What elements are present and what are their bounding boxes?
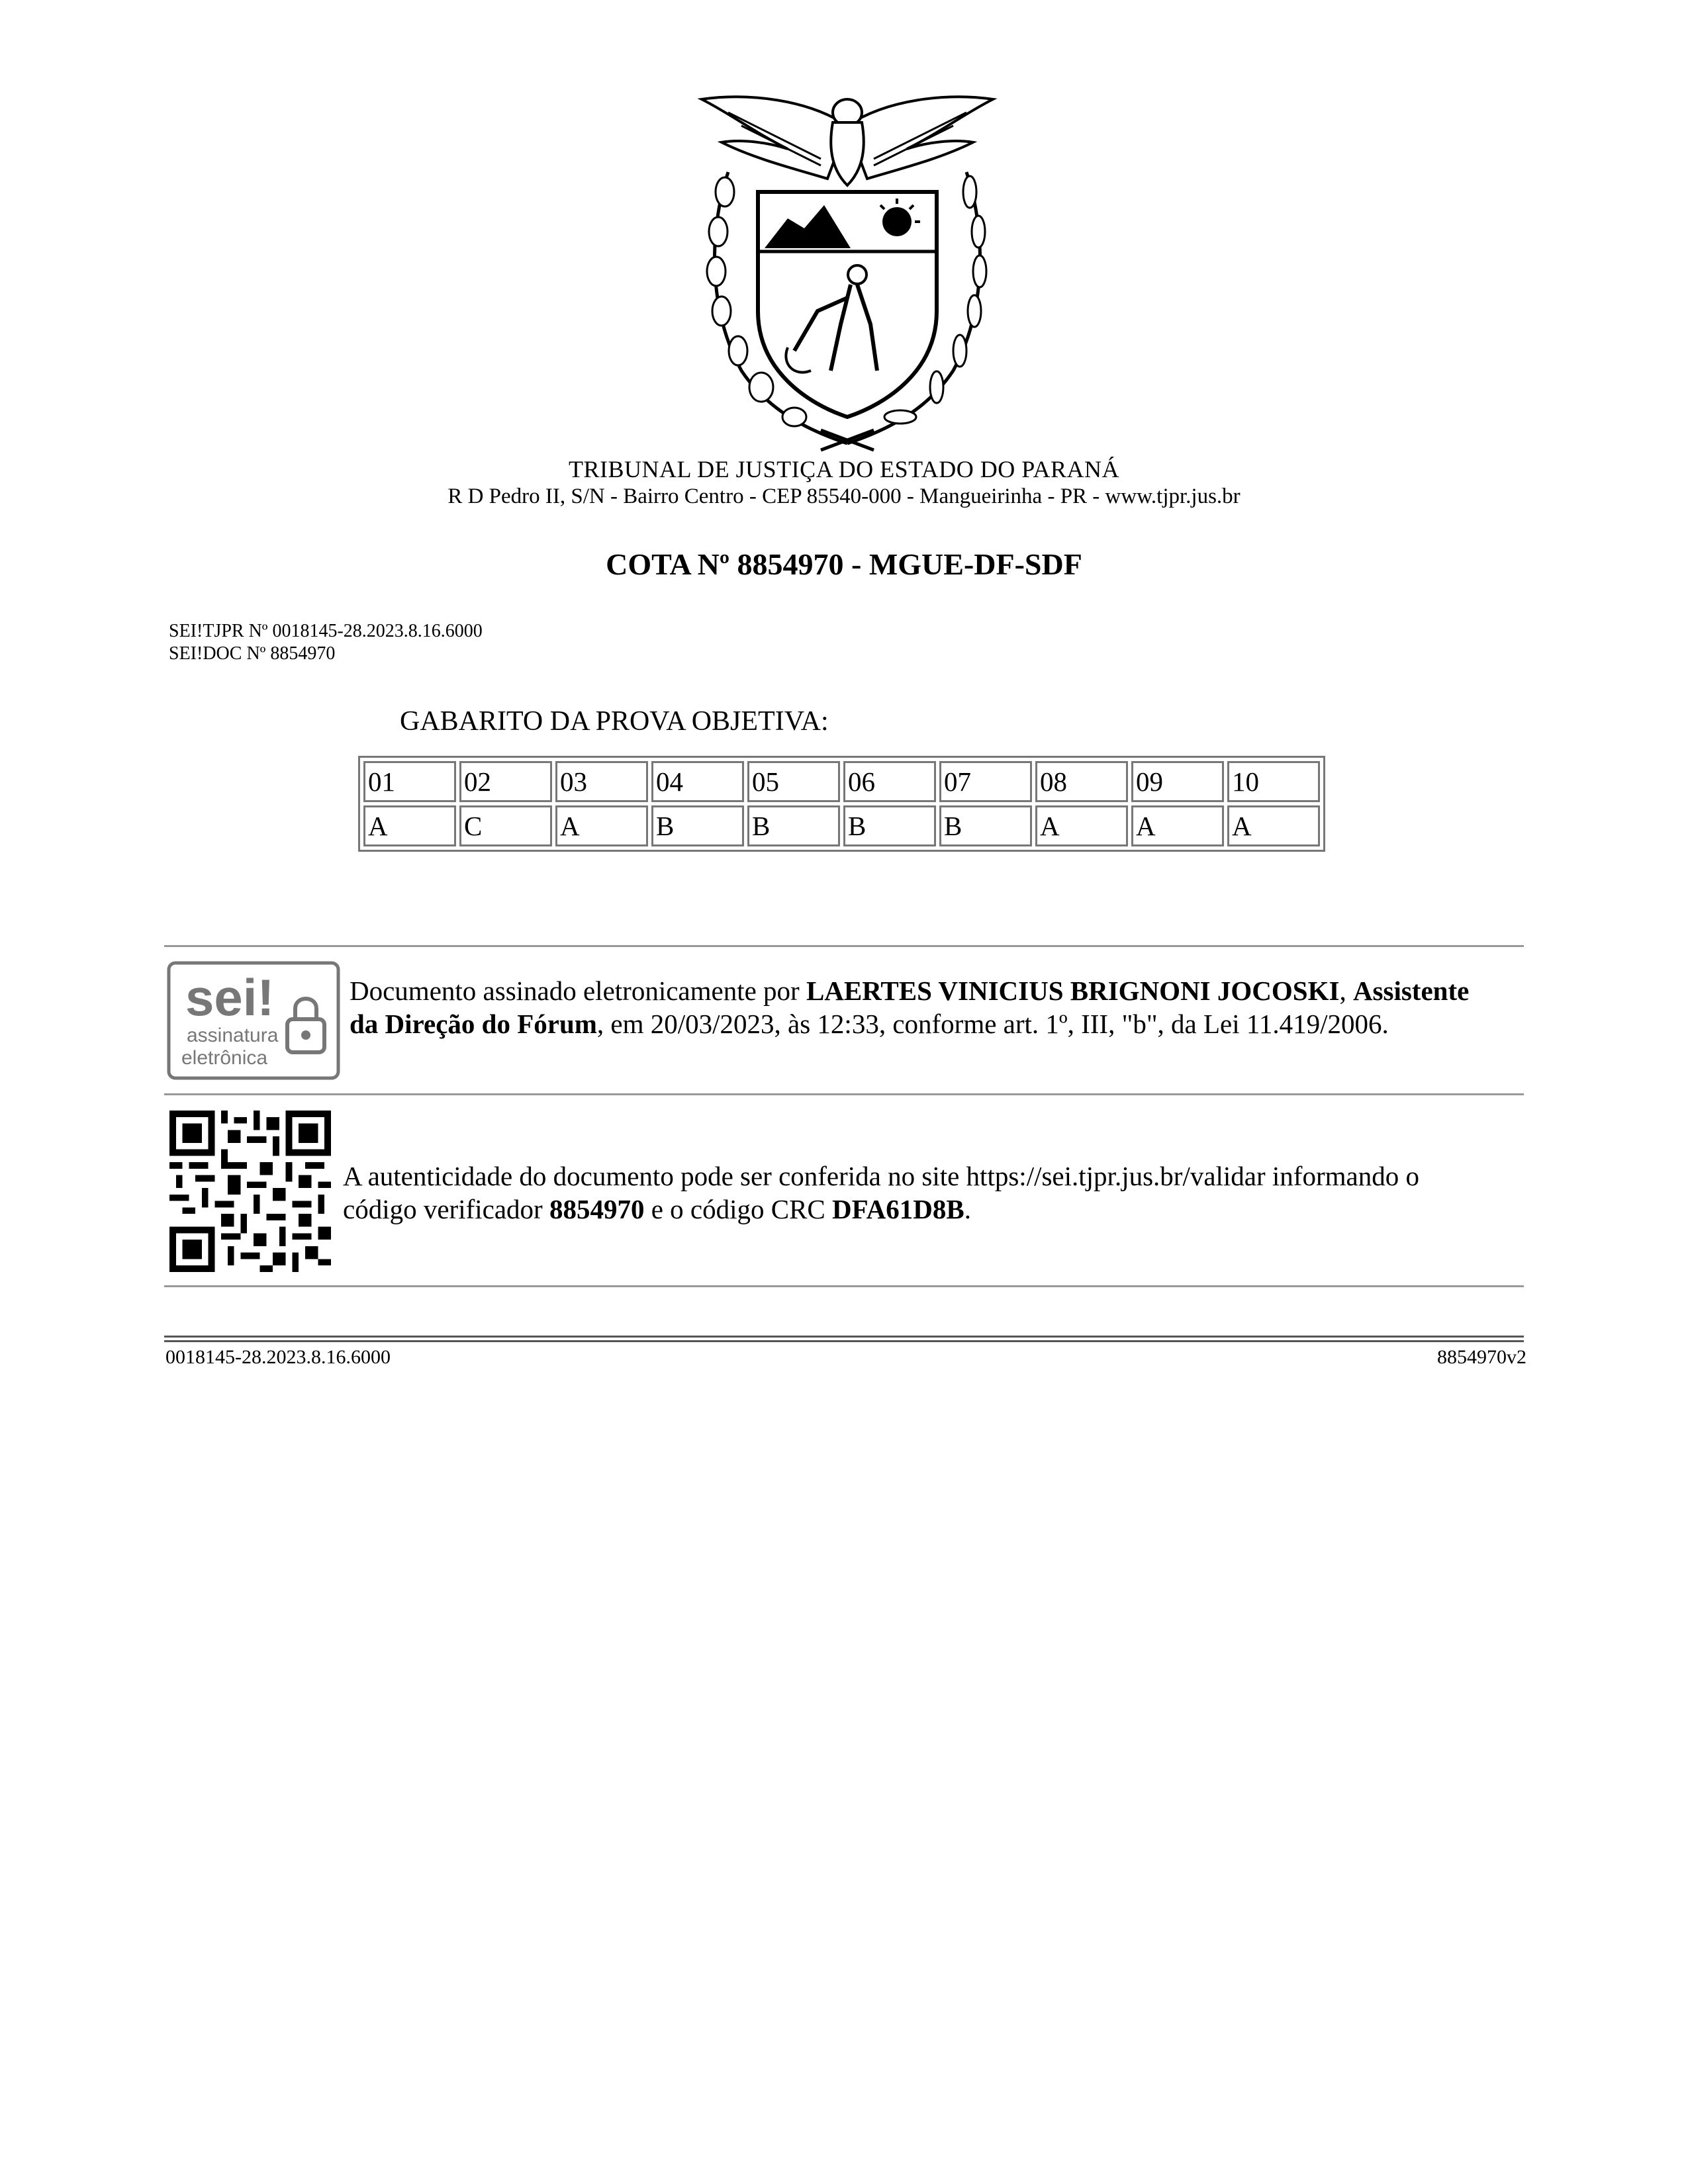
answer-cell: C [459, 805, 552, 846]
divider [164, 1285, 1524, 1287]
answer-cell: B [747, 805, 840, 846]
electronic-signature-statement [350, 974, 1488, 1040]
organization-name: TRIBUNAL DE JUSTIÇA DO ESTADO DO PARANÁ [569, 456, 1119, 482]
question-number-cell: 10 [1227, 761, 1320, 802]
verifier-code: 8854970 [549, 1194, 645, 1224]
badge-assinatura-text: assinatura [187, 1024, 279, 1046]
footer-process-number: 0018145-28.2023.8.16.6000 [165, 1346, 391, 1368]
signer-role: Assistente da Direção do Fórum [350, 976, 1470, 1039]
answer-key-title: GABARITO DA PROVA OBJETIVA: [400, 706, 829, 737]
answer-cell: B [843, 805, 936, 846]
question-number-cell: 02 [459, 761, 552, 802]
verification-end: . [964, 1194, 971, 1224]
authenticity-verification-statement [343, 1160, 1495, 1226]
qr-code-icon [169, 1111, 331, 1272]
answer-cell: A [363, 805, 456, 846]
question-number-cell: 06 [843, 761, 936, 802]
coat-of-arms-emblem [688, 86, 1006, 457]
divider [164, 1093, 1524, 1095]
question-number-cell: 08 [1035, 761, 1128, 802]
document-title: COTA Nº 8854970 - MGUE-DF-SDF [606, 547, 1082, 581]
answer-cell: B [651, 805, 744, 846]
verification-prefix: A autenticidade do documento pode ser conferida no site https://sei.tjpr.jus.br/validar informando o código verificador [343, 1161, 1419, 1224]
answer-row [363, 805, 1320, 846]
organization-address: R D Pedro II, S/N - Bairro Centro - CEP 85540-000 - Mangueirinha - PR - www.tjpr.jus.br [447, 484, 1241, 508]
answer-key-table [358, 756, 1325, 852]
badge-sei-text: sei! [185, 968, 275, 1026]
document-reference: SEI!DOC Nº 8854970 [169, 643, 336, 664]
question-number-cell: 05 [747, 761, 840, 802]
answer-cell: A [555, 805, 648, 846]
signature-prefix: Documento assinado eletronicamente por [350, 976, 806, 1006]
answer-cell: B [939, 805, 1032, 846]
question-number-cell: 07 [939, 761, 1032, 802]
answer-cell: A [1035, 805, 1128, 846]
verification-middle: e o código CRC [644, 1194, 833, 1224]
divider [164, 945, 1524, 947]
answer-cell: A [1227, 805, 1320, 846]
footer-double-line [164, 1336, 1524, 1342]
answer-cell: A [1131, 805, 1224, 846]
question-number-cell: 03 [555, 761, 648, 802]
footer-document-version: 8854970v2 [1437, 1346, 1526, 1368]
signature-suffix: , em 20/03/2023, às 12:33, conforme art. 1º, III, "b", da Lei 11.419/2006. [596, 1009, 1389, 1039]
question-number-cell: 01 [363, 761, 456, 802]
crc-code: DFA61D8B [832, 1194, 964, 1224]
signature-comma: , [1339, 976, 1353, 1006]
question-number-row [363, 761, 1320, 802]
sei-signature-badge-icon [167, 961, 340, 1080]
signer-name: LAERTES VINICIUS BRIGNONI JOCOSKI [806, 976, 1340, 1006]
badge-eletronica-text: eletrônica [181, 1047, 268, 1069]
question-number-cell: 04 [651, 761, 744, 802]
question-number-cell: 09 [1131, 761, 1224, 802]
process-reference: SEI!TJPR Nº 0018145-28.2023.8.16.6000 [169, 621, 483, 641]
